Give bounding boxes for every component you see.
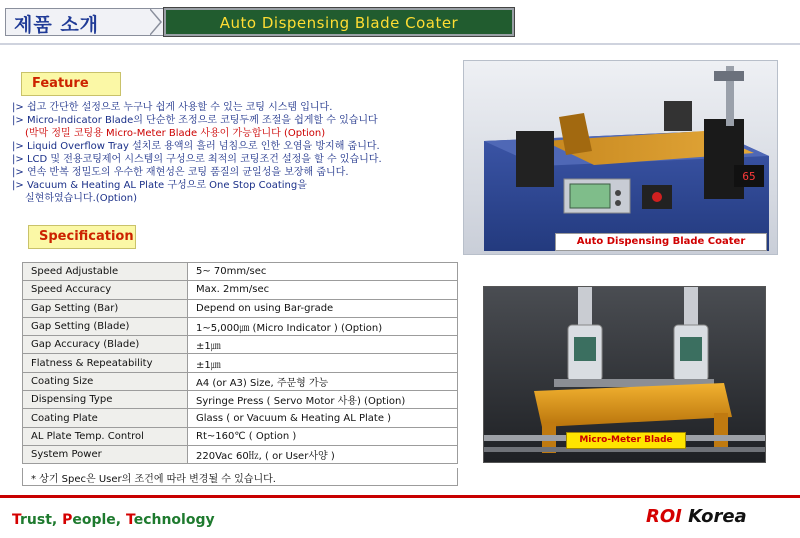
spec-value: Max. 2mm/sec <box>188 281 458 299</box>
spec-key: Gap Accuracy (Blade) <box>23 336 188 354</box>
feature-item: |> Vacuum & Heating AL Plate 구성으로 One Stop Coating을 <box>12 180 307 191</box>
feature-item: |> LCD 및 전용코팅제어 시스템의 구성으로 최적의 코팅조건 설정을 할 수 있습니다. <box>12 154 382 165</box>
spec-value: ±1㎛ <box>188 336 458 354</box>
coater-machine-illustration <box>464 61 778 255</box>
specification-section-label: Specification <box>28 225 136 249</box>
spec-key: Coating Plate <box>23 409 188 427</box>
spec-value: 5~ 70mm/sec <box>188 263 458 281</box>
spec-value: A4 (or A3) Size, 주문형 가능 <box>188 372 458 390</box>
spec-row <box>23 372 458 390</box>
category-tab-arrow-fill <box>149 9 160 35</box>
spec-row <box>23 336 458 354</box>
spec-row <box>23 427 458 445</box>
spec-key: Gap Setting (Blade) <box>23 317 188 335</box>
page-title-box <box>164 8 514 36</box>
category-label: 제품 소개 <box>14 14 100 36</box>
spec-key: Coating Size <box>23 372 188 390</box>
spec-key: AL Plate Temp. Control <box>23 427 188 445</box>
machine-photo-caption: Auto Dispensing Blade Coater <box>555 233 767 251</box>
company-slogan: Trust, People, Technology <box>12 512 215 528</box>
feature-item-option-note: (박막 정밀 코팅용 Micro-Meter Blade 사용이 가능합니다 (Option) <box>25 128 326 139</box>
feature-item: |> 쉽고 간단한 설정으로 누구나 쉽게 사용할 수 있는 코팅 시스템 입니다. <box>12 102 333 113</box>
temperature-readout: 65 <box>742 170 756 183</box>
spec-row <box>23 317 458 335</box>
spec-row <box>23 409 458 427</box>
feature-item: |> Micro-Indicator Blade의 단순한 조정으로 코팅두께 조절을 쉽게할 수 있습니다 <box>12 115 378 126</box>
spec-value: ±1㎛ <box>188 354 458 372</box>
spec-value: 220Vac 60㎐, ( or User사양 ) <box>188 445 458 463</box>
feature-item: |> 연속 반복 정밀도의 우수한 재현성은 코팅 품질의 균일성을 보장해 줍니다. <box>12 167 349 178</box>
spec-note: * 상기 Spec은 User의 조건에 따라 변경될 수 있습니다. <box>22 468 458 486</box>
spec-key: Flatness & Repeatability <box>23 354 188 372</box>
spec-key: Speed Adjustable <box>23 263 188 281</box>
spec-value: Syringe Press ( Servo Motor 사용) (Option) <box>188 391 458 409</box>
spec-row <box>23 281 458 299</box>
spec-table <box>22 262 458 464</box>
spec-key: System Power <box>23 445 188 463</box>
spec-value: Glass ( or Vacuum & Heating AL Plate ) <box>188 409 458 427</box>
spec-value: Rt~160℃ ( Option ) <box>188 427 458 445</box>
spec-row <box>23 391 458 409</box>
spec-row <box>23 354 458 372</box>
spec-row <box>23 299 458 317</box>
feature-section-label: Feature <box>21 72 121 96</box>
page-title: Auto Dispensing Blade Coater <box>219 14 459 32</box>
spec-value: 1~5,000㎛ (Micro Indicator ) (Option) <box>188 317 458 335</box>
feature-item: |> Liquid Overflow Tray 설치로 용액의 흘러 넘침으로 인한 오염을 방지해 줍니다. <box>12 141 380 152</box>
spec-row <box>23 445 458 463</box>
header-divider <box>0 43 800 45</box>
spec-key: Gap Setting (Bar) <box>23 299 188 317</box>
blade-photo-caption: Micro-Meter Blade <box>566 432 686 449</box>
spec-value: Depend on using Bar-grade <box>188 299 458 317</box>
spec-key: Speed Accuracy <box>23 281 188 299</box>
feature-item-continued: 실현하였습니다.(Option) <box>25 193 137 204</box>
coater-machine-photo <box>463 60 778 255</box>
company-logo: ROI Korea <box>646 506 747 527</box>
footer-divider <box>0 495 800 498</box>
spec-key: Dispensing Type <box>23 391 188 409</box>
spec-row <box>23 263 458 281</box>
